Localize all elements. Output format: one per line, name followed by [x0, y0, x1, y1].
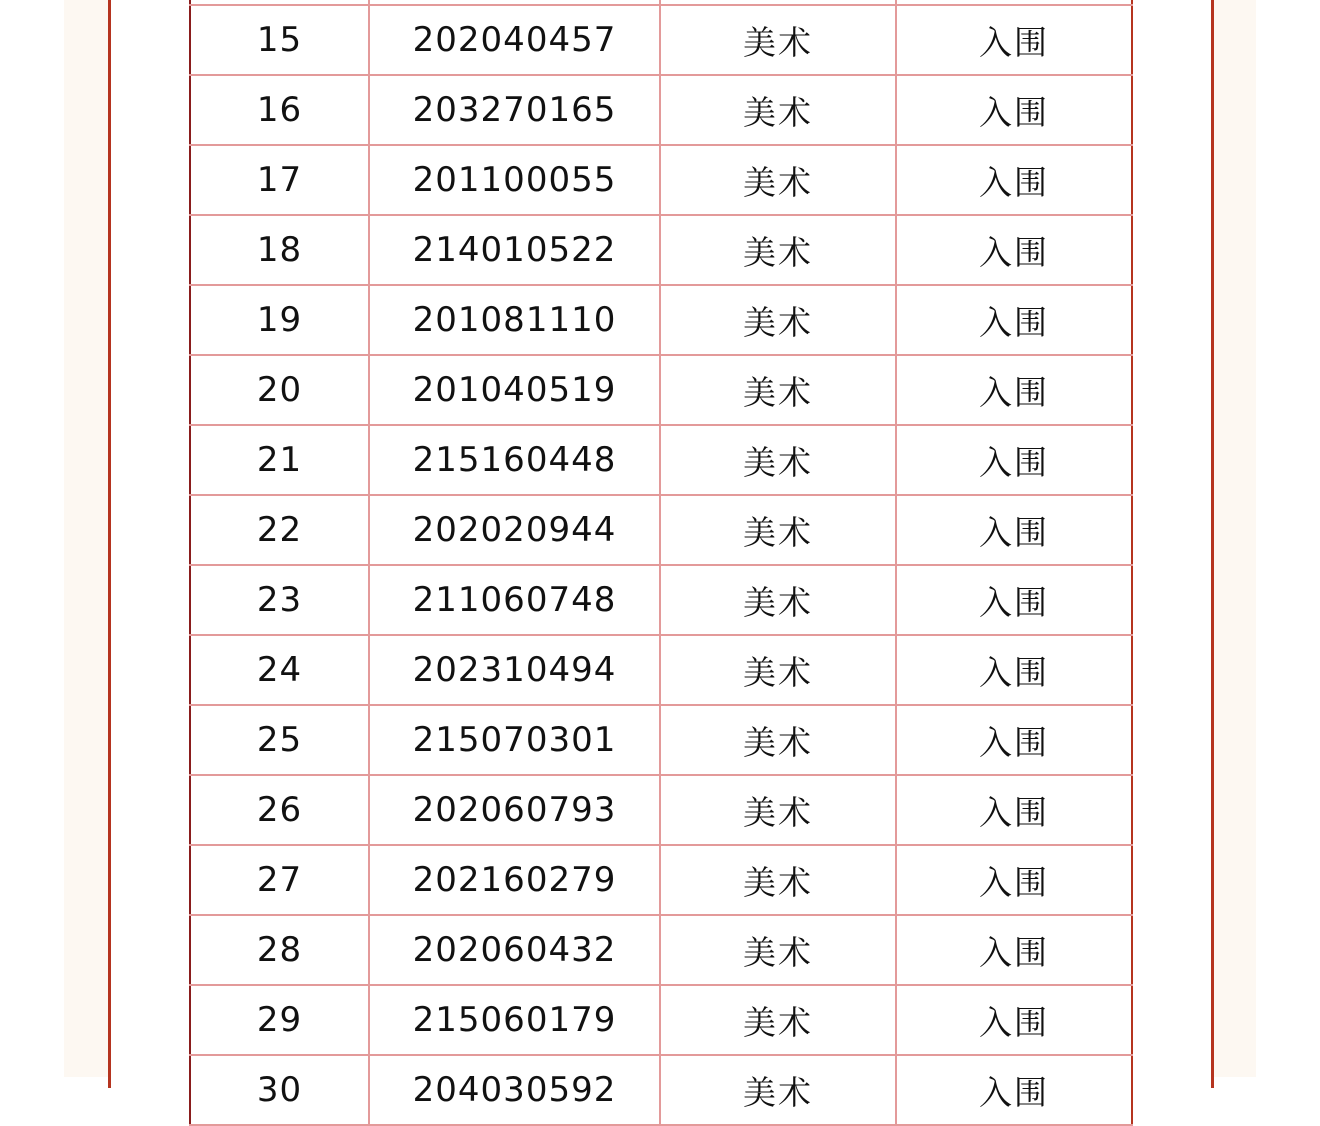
results-table	[189, 0, 1133, 1126]
candidate-id-cell: 204030592	[369, 1055, 660, 1125]
row-number-cell: 17	[190, 145, 369, 215]
table-row	[190, 75, 1132, 145]
status-cell: 入围	[896, 915, 1132, 985]
status-cell: 入围	[896, 1055, 1132, 1125]
row-number-cell: 16	[190, 75, 369, 145]
row-number-cell: 28	[190, 915, 369, 985]
table-row	[190, 215, 1132, 285]
candidate-id-cell: 211060748	[369, 565, 660, 635]
subject-cell: 美术	[660, 985, 896, 1055]
results-table-container	[189, 0, 1131, 1126]
row-number-cell: 21	[190, 425, 369, 495]
table-row	[190, 915, 1132, 985]
table-row	[190, 775, 1132, 845]
candidate-id-cell: 201081110	[369, 285, 660, 355]
candidate-id-cell: 202040457	[369, 5, 660, 75]
status-cell: 入围	[896, 705, 1132, 775]
subject-cell: 美术	[660, 425, 896, 495]
table-row	[190, 1055, 1132, 1125]
status-cell: 入围	[896, 425, 1132, 495]
candidate-id-cell: 202160279	[369, 845, 660, 915]
candidate-id-cell: 215060179	[369, 985, 660, 1055]
subject-cell: 美术	[660, 565, 896, 635]
subject-cell: 美术	[660, 145, 896, 215]
subject-cell: 美术	[660, 355, 896, 425]
subject-cell: 美术	[660, 495, 896, 565]
row-number-cell: 22	[190, 495, 369, 565]
candidate-id-cell: 214010522	[369, 215, 660, 285]
subject-cell: 美术	[660, 845, 896, 915]
candidate-id-cell: 202310494	[369, 635, 660, 705]
candidate-id-cell: 202060432	[369, 915, 660, 985]
status-cell: 入围	[896, 495, 1132, 565]
table-row	[190, 425, 1132, 495]
row-number-cell: 29	[190, 985, 369, 1055]
candidate-id-cell: 201040519	[369, 355, 660, 425]
table-row	[190, 565, 1132, 635]
subject-cell: 美术	[660, 915, 896, 985]
table-row	[190, 355, 1132, 425]
subject-cell: 美术	[660, 5, 896, 75]
status-cell: 入围	[896, 845, 1132, 915]
table-row	[190, 705, 1132, 775]
row-number-cell: 24	[190, 635, 369, 705]
subject-cell: 美术	[660, 775, 896, 845]
status-cell: 入围	[896, 145, 1132, 215]
candidate-id-cell: 201100055	[369, 145, 660, 215]
status-cell: 入围	[896, 985, 1132, 1055]
row-number-cell: 18	[190, 215, 369, 285]
row-number-cell: 20	[190, 355, 369, 425]
row-number-cell: 25	[190, 705, 369, 775]
subject-cell: 美术	[660, 285, 896, 355]
status-cell: 入围	[896, 5, 1132, 75]
subject-cell: 美术	[660, 635, 896, 705]
row-number-cell: 27	[190, 845, 369, 915]
row-number-cell: 30	[190, 1055, 369, 1125]
row-number-cell: 26	[190, 775, 369, 845]
status-cell: 入围	[896, 215, 1132, 285]
subject-cell: 美术	[660, 75, 896, 145]
candidate-id-cell: 203270165	[369, 75, 660, 145]
table-row	[190, 845, 1132, 915]
subject-cell: 美术	[660, 215, 896, 285]
candidate-id-cell: 215070301	[369, 705, 660, 775]
table-row	[190, 5, 1132, 75]
candidate-id-cell: 215160448	[369, 425, 660, 495]
status-cell: 入围	[896, 635, 1132, 705]
table-row	[190, 145, 1132, 215]
status-cell: 入围	[896, 775, 1132, 845]
status-cell: 入围	[896, 75, 1132, 145]
row-number-cell: 19	[190, 285, 369, 355]
table-row	[190, 285, 1132, 355]
candidate-id-cell: 202020944	[369, 495, 660, 565]
subject-cell: 美术	[660, 705, 896, 775]
table-row	[190, 635, 1132, 705]
row-number-cell: 23	[190, 565, 369, 635]
status-cell: 入围	[896, 285, 1132, 355]
status-cell: 入围	[896, 565, 1132, 635]
table-row	[190, 985, 1132, 1055]
status-cell: 入围	[896, 355, 1132, 425]
subject-cell: 美术	[660, 1055, 896, 1125]
candidate-id-cell: 202060793	[369, 775, 660, 845]
results-table-body	[190, 0, 1132, 1125]
row-number-cell: 15	[190, 5, 369, 75]
table-row	[190, 495, 1132, 565]
